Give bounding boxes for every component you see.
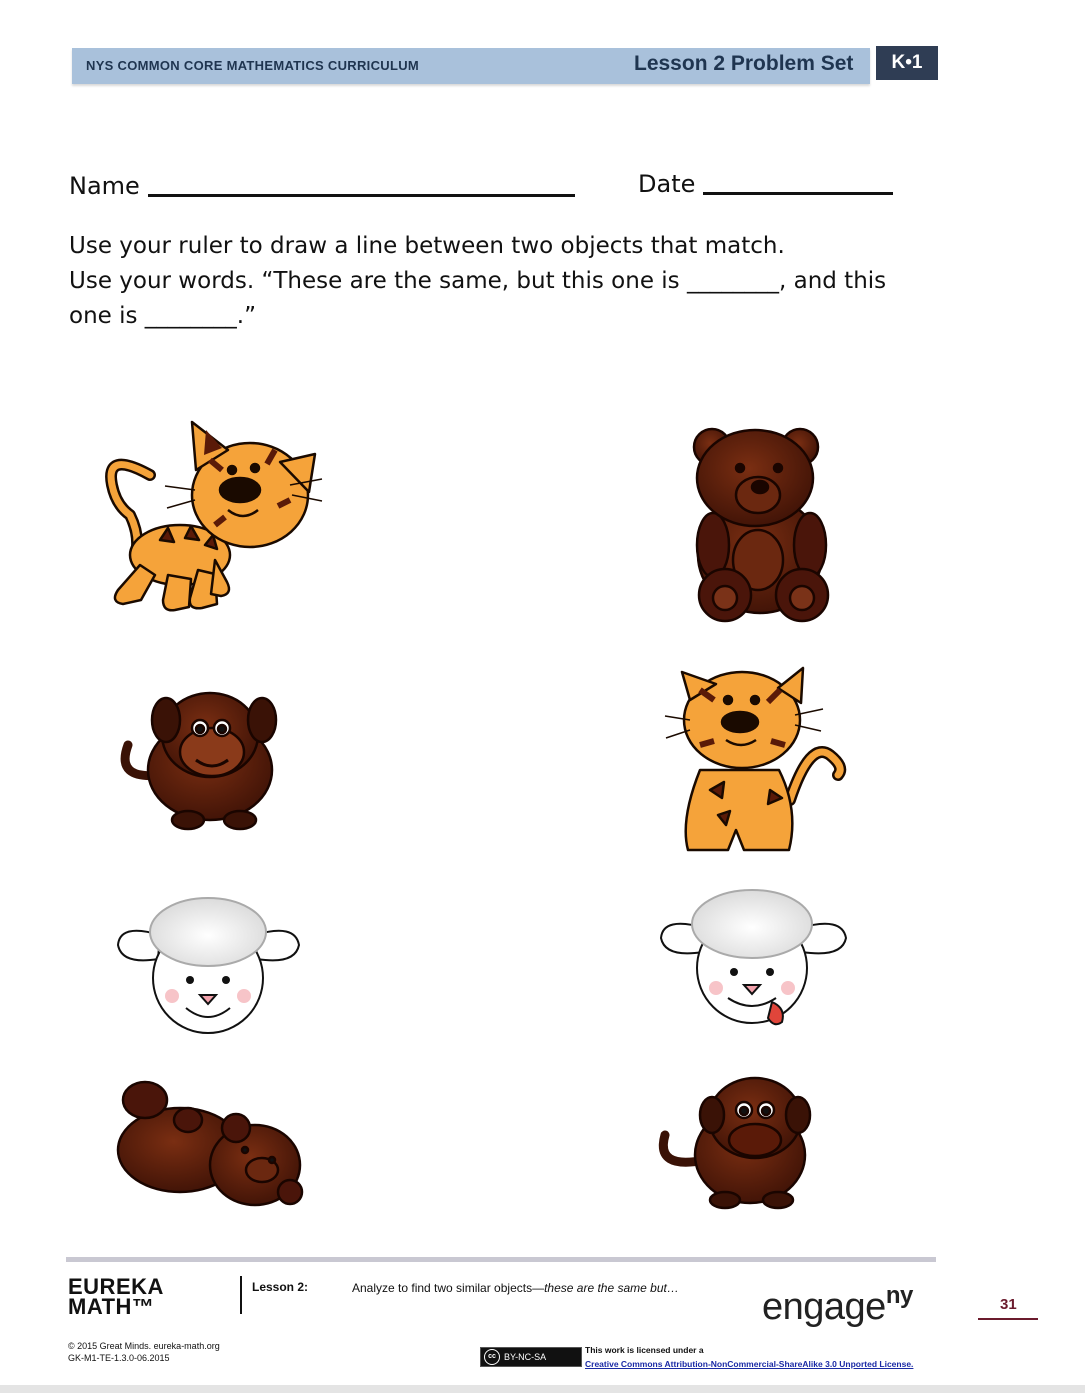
eureka-math-logo: EUREKA MATH™: [68, 1274, 164, 1319]
instruction-line-2: Use your words. “These are the same, but this one is ________, and this: [69, 268, 887, 294]
curriculum-title: NYS COMMON CORE MATHEMATICS CURRICULUM: [86, 58, 420, 73]
bear-lying-down-picture[interactable]: [118, 1082, 302, 1205]
footer-divider: [240, 1276, 242, 1314]
date-label: Date: [638, 170, 696, 198]
instruction-line-3: one is ________.”: [69, 303, 257, 329]
license-link[interactable]: Creative Commons Attribution-NonCommercial-ShareAlike 3.0 Unported License.: [585, 1359, 914, 1369]
engageny-logo: engage$^{ny}$: [762, 1282, 913, 1328]
instruction-line-1: Use your ruler to draw a line between two objects that match.: [69, 233, 785, 259]
monkey-covering-mouth-picture[interactable]: [663, 1078, 810, 1208]
page-number: 31: [1000, 1296, 1017, 1313]
footer-rule: [66, 1257, 936, 1262]
page-number-underline: [978, 1318, 1038, 1320]
license-text: This work is licensed under a: [585, 1345, 704, 1355]
copyright: © 2015 Great Minds. eureka-math.org GK-M1-TE-1.3.0-06.2015: [68, 1341, 220, 1363]
tiger-sitting-picture[interactable]: [665, 668, 840, 850]
creative-commons-icon: cc BY-NC-SA: [480, 1347, 582, 1367]
sheep-picture[interactable]: [118, 898, 299, 1033]
sheep-tongue-out-picture[interactable]: [661, 890, 846, 1024]
grade-badge: K•1: [876, 46, 938, 80]
name-label: Name: [69, 172, 140, 200]
bear-sitting-picture[interactable]: [694, 429, 828, 621]
monkey-covering-ears-picture[interactable]: [125, 693, 276, 829]
footer-lesson-description: Analyze to find two similar objects—these are the same but…: [352, 1281, 679, 1295]
tiger-walking-picture[interactable]: [111, 422, 322, 610]
lesson-title: Lesson 2 Problem Set: [634, 52, 854, 75]
footer-lesson-label: Lesson 2:: [252, 1280, 309, 1294]
page-edge-shadow: [0, 1385, 1085, 1393]
